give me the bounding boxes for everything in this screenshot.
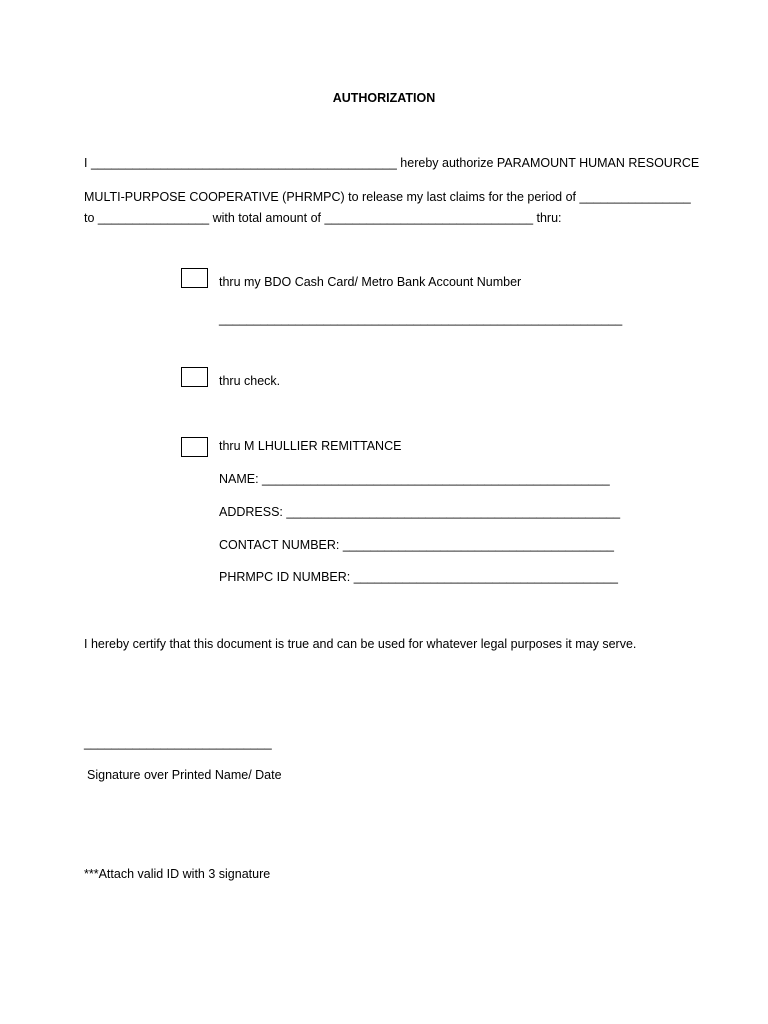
option-bank-label: thru my BDO Cash Card/ Metro Bank Account Number [219, 275, 522, 289]
signature-label: Signature over Printed Name/ Date [87, 768, 282, 782]
attach-id-note: ***Attach valid ID with 3 signature [84, 867, 271, 881]
signature-line[interactable]: ___________________________ [84, 736, 272, 750]
remittance-name-field[interactable]: NAME: __________________________________________________ [219, 472, 610, 486]
para1-line3: to ________________ with total amount of ______________________________ thru: [84, 211, 562, 225]
option-remittance-checkbox[interactable] [181, 437, 208, 457]
para1-line2: MULTI-PURPOSE COOPERATIVE (PHRMPC) to release my last claims for the period of ________________ [84, 190, 691, 204]
option-bank-checkbox[interactable] [181, 268, 208, 288]
remittance-contact-field[interactable]: CONTACT NUMBER: _______________________________________ [219, 538, 614, 552]
certify-statement: I hereby certify that this document is true and can be used for whatever legal purposes it may serve. [84, 637, 637, 651]
para1-line1: I ____________________________________________ hereby authorize PARAMOUNT HUMAN RESOURCE [84, 156, 700, 170]
remittance-address-field[interactable]: ADDRESS: ________________________________________________ [219, 505, 621, 519]
option-check-checkbox[interactable] [181, 367, 208, 387]
remittance-id-field[interactable]: PHRMPC ID NUMBER: ______________________________________ [219, 570, 618, 584]
account-number-line[interactable]: __________________________________________________________ [219, 312, 623, 326]
option-check-label: thru check. [219, 374, 281, 388]
document-title: AUTHORIZATION [332, 91, 436, 105]
option-remittance-label: thru M LHULLIER REMITTANCE [219, 439, 402, 453]
